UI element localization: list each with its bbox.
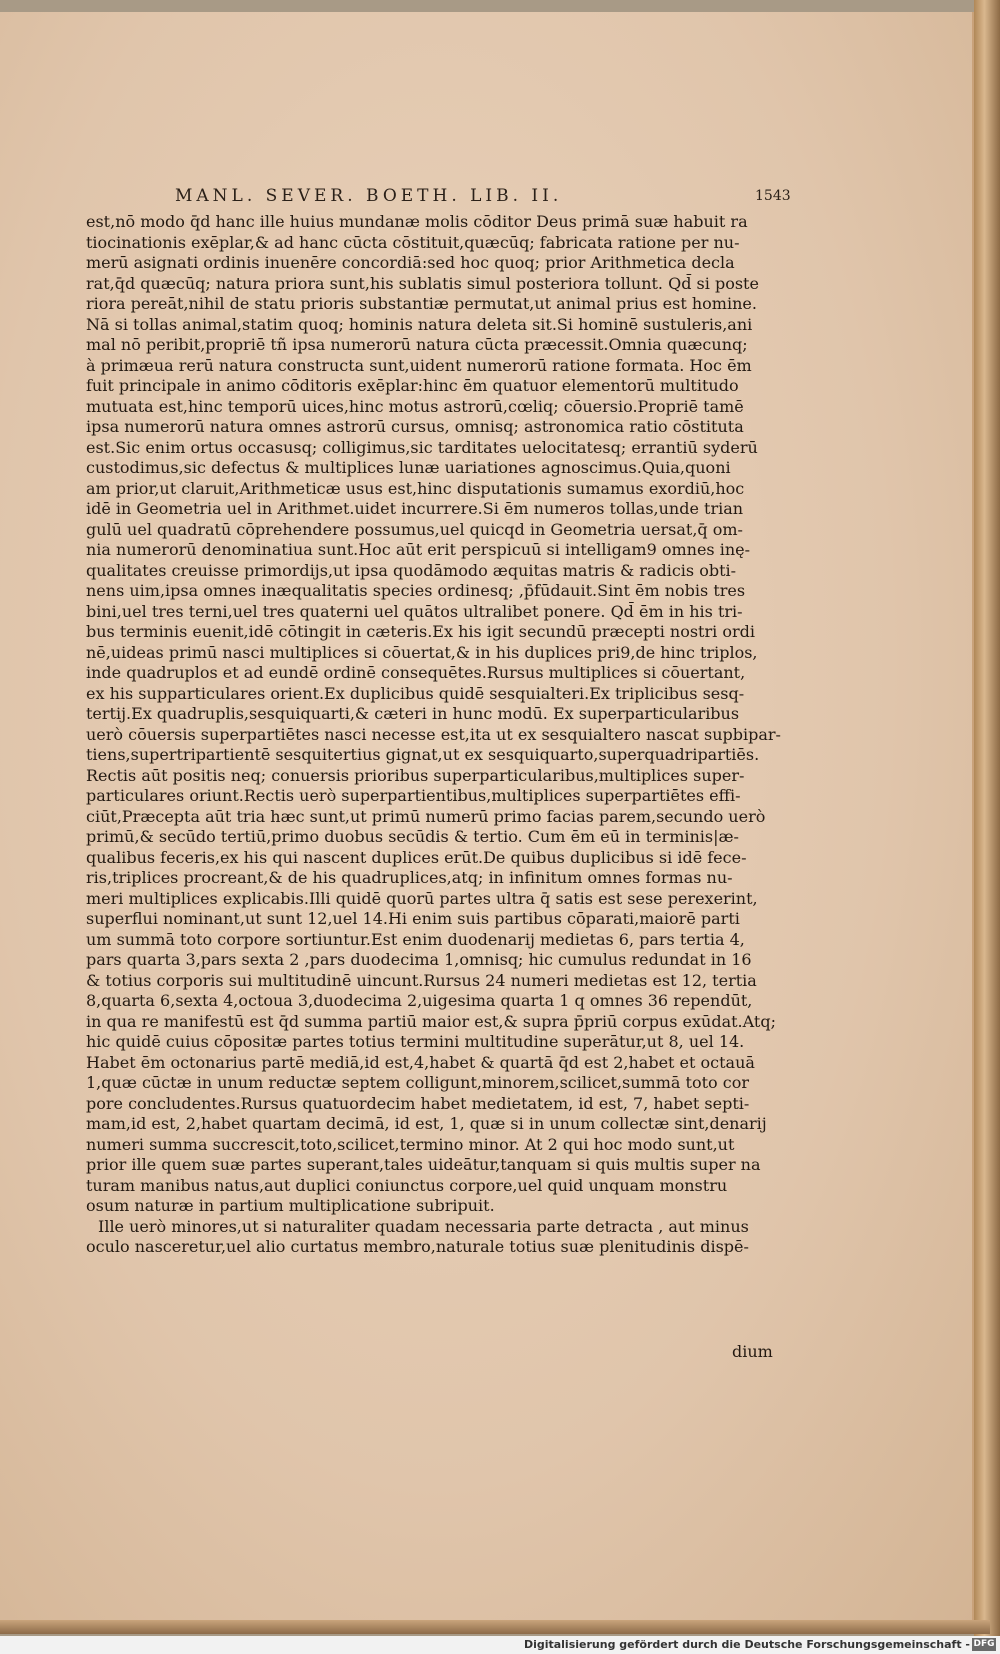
text-line: mal nō peribit,propriē tñ ipsa numerorū natura cūcta præcessit.Omnia quæcunq; (86, 335, 748, 354)
text-line: ris,triplices procreant,& de his quadruplices,atq; in infinitum omnes formas nu- (86, 868, 733, 887)
text-line: qualitates creuisse primordijs,ut ipsa quodāmodo æquitas matris & radicis obti- (86, 560, 737, 580)
text-line: numeri summa succrescit,toto,scilicet,termino minor. At 2 qui hoc modo sunt,ut (86, 1134, 735, 1154)
text-line: nia numerorū denominatiua sunt.Hoc aūt erit perspicuū si intelligam9 omnes inę- (86, 540, 751, 559)
text-line: à primæua rerū natura constructa sunt,uident numerorū ratione formata. Hoc ēm (86, 355, 752, 375)
text-line: custodimus,sic defectus & multiplices lunæ uariationes agnoscimus.Quia,quoni (86, 458, 731, 477)
text-line: prior ille quem suæ partes superant,tales uideātur,tanquam si quis multis super na (86, 1155, 761, 1174)
text-line: gulū uel quadratū cōprehendere possumus,uel quicqd in Geometria uersat,q̄ om- (86, 519, 743, 539)
text-line: meri multiplices explicabis.Illi quidē quorū partes ultra q̄ satis est sese perexerint, (86, 888, 758, 908)
text-line: pars quarta 3,pars sexta 2 ,pars duodecima 1,omnisq; hic cumulus redundat in 16 (86, 950, 752, 969)
text-line: ciūt,Præcepta aūt tria hæc sunt,ut primū numerū primo facias parem,secundo uerò (86, 806, 766, 826)
text-line: est,nō modo q̄d hanc ille huius mundanæ molis cōditor Deus primā suæ habuit ra (86, 212, 748, 231)
catchword: dium (732, 1342, 773, 1361)
text-line: um summā toto corpore sortiuntur.Est enim duodenarij medietas 6, pars tertia 4, (86, 929, 745, 949)
text-line: osum naturæ in partium multiplicatione subripuit. (86, 1196, 495, 1215)
text-line: est.Sic enim ortus occasusq; colligimus,sic tarditates uelocitatesq; errantiū syderū (86, 437, 758, 457)
text-line: turam manibus natus,aut duplici coniunctus corpore,uel quid unquam monstru (86, 1175, 728, 1195)
text-line: 8,quarta 6,sexta 4,octoua 3,duodecima 2,uigesima quarta 1 q omnes 36 rependūt, (86, 991, 753, 1010)
paragraph-2 (86, 1217, 790, 1258)
text-line: 1,quæ cūctæ in unum reductæ septem colligunt,minorem,scilicet,summā toto cor (86, 1073, 749, 1092)
text-line: Habet ēm octonarius partē mediā,id est,4,habet & quartā q̄d est 2,habet et octauā (86, 1052, 755, 1072)
text-line: tertij.Ex quadruplis,sesquiquarti,& cæteri in hunc modū. Ex superparticularibus (86, 704, 740, 723)
running-title: MANL. SEVER. BOETH. LIB. II. (175, 186, 563, 206)
text-line: & totius corporis sui multitudinē uincunt.Rursus 24 numeri medietas est 12, tertia (86, 970, 757, 990)
text-line: in qua re manifestū est q̄d summa partiū maior est,& supra p̄priū corpus exūdat.Atq; (86, 1011, 776, 1031)
text-line: merū asignati ordinis inuenēre concordiā:sed hoc quoq; prior Arithmetica decla (86, 253, 735, 272)
text-line: bus terminis euenit,idē cōtingit in cæteris.Ex his igit secundū præcepti nostri ordi (86, 622, 755, 641)
text-line: riora pereāt,nihil de statu prioris substantiæ permutat,ut animal prius est homine. (86, 294, 757, 313)
text-line: ex his supparticulares orient.Ex duplicibus quidē sesquialteri.Ex triplicibus sesq- (86, 683, 745, 703)
text-line: particulares oriunt.Rectis uerò superpartientibus,multiplices superpartiētes effi- (86, 786, 741, 805)
text-line: pore concludentes.Rursus quatuordecim habet medietatem, id est, 7, habet septi- (86, 1093, 750, 1113)
text-line: Nā si tollas animal,statim quoq; hominis natura deleta sit.Si hominē sustuleris,ani (86, 314, 753, 334)
text-line: hic quidē cuius cōpositæ partes totius termini multitudine superātur,ut 8, uel 14. (86, 1032, 745, 1051)
text-line: inde quadruplos et ad eundē ordinē consequētes.Rursus multiplices si cōuertant, (86, 663, 746, 682)
text-line: uerò cōuersis superpartiētes nasci necesse est,ita ut ex sesquialtero nascat supbipar- (86, 724, 781, 744)
text-line: nē,uideas primū nasci multiplices si cōuertat,& in his duplices pri9,de hinc triplos, (86, 642, 758, 662)
text-line: superflui nominant,ut sunt 12,uel 14.Hi enim suis partibus cōparati,maiorē parti (86, 909, 740, 928)
footer-credit: Digitalisierung gefördert durch die Deutsche Forschungsgemeinschaft - (523, 1638, 970, 1651)
dfg-logo: DFG (973, 1639, 995, 1649)
bottom-edge (0, 1620, 990, 1634)
text-line: qualibus feceris,ex his qui nascent duplices erūt.De quibus duplicibus si idē fece- (86, 847, 747, 867)
main-text (86, 212, 790, 1258)
page-number: 1543 (755, 188, 791, 204)
text-line: am prior,ut claruit,Arithmeticæ usus est,hinc disputationis sumamus exordiū,hoc (86, 478, 745, 498)
text-line: Rectis aūt positis neq; conuersis prioribus superparticularibus,multiplices super- (86, 765, 745, 785)
text-line: primū,& secūdo tertiū,primo duobus secūdis & tertio. Cum ēm eū in terminis|æ- (86, 827, 739, 846)
text-line: tiens,supertripartientē sesquitertius gignat,ut ex sesquiquarto,superquadripartiēs. (86, 745, 760, 764)
text-line: Ille uerò minores,ut si naturaliter quadam necessaria parte detracta , aut minus (98, 1216, 749, 1236)
text-line: fuit principale in animo cōditoris exēplar:hinc ēm quatuor elementorū multitudo (86, 376, 739, 395)
text-line: idē in Geometria uel in Arithmet.uidet incurrere.Si ēm numeros tollas,unde trian (86, 499, 744, 518)
text-line: mam,id est, 2,habet quartam decimā, id est, 1, quæ si in unum collectæ sint,denarij (86, 1114, 767, 1133)
page-edge (974, 0, 1000, 1640)
text-line: bini,uel tres terni,uel tres quaterni uel quātos ultralibet ponere. Qd̄ ēm in his tri- (86, 601, 743, 621)
text-line: rat,q̄d quæcūq; natura priora sunt,his sublatis simul posteriora tollunt. Qd̄ si poste (86, 273, 759, 293)
text-line: mutuata est,hinc temporū uices,hinc motus astrorū,cœliq; cōuersio.Propriē tamē (86, 396, 744, 416)
text-line: nens uim,ipsa omnes inæqualitatis species ordinesq; ,p̄fūdauit.Sint ēm nobis tres (86, 581, 746, 600)
text-line: oculo nasceretur,uel alio curtatus membro,naturale totius suæ plenitudinis dispē- (86, 1237, 749, 1256)
paragraph-1 (86, 212, 790, 1217)
text-line: ipsa numerorū natura omnes astrorū cursus, omnisq; astronomica ratio cōstituta (86, 417, 744, 436)
text-line: tiocinationis exēplar,& ad hanc cūcta cōstituit,quæcūq; fabricata ratione per nu- (86, 232, 740, 252)
